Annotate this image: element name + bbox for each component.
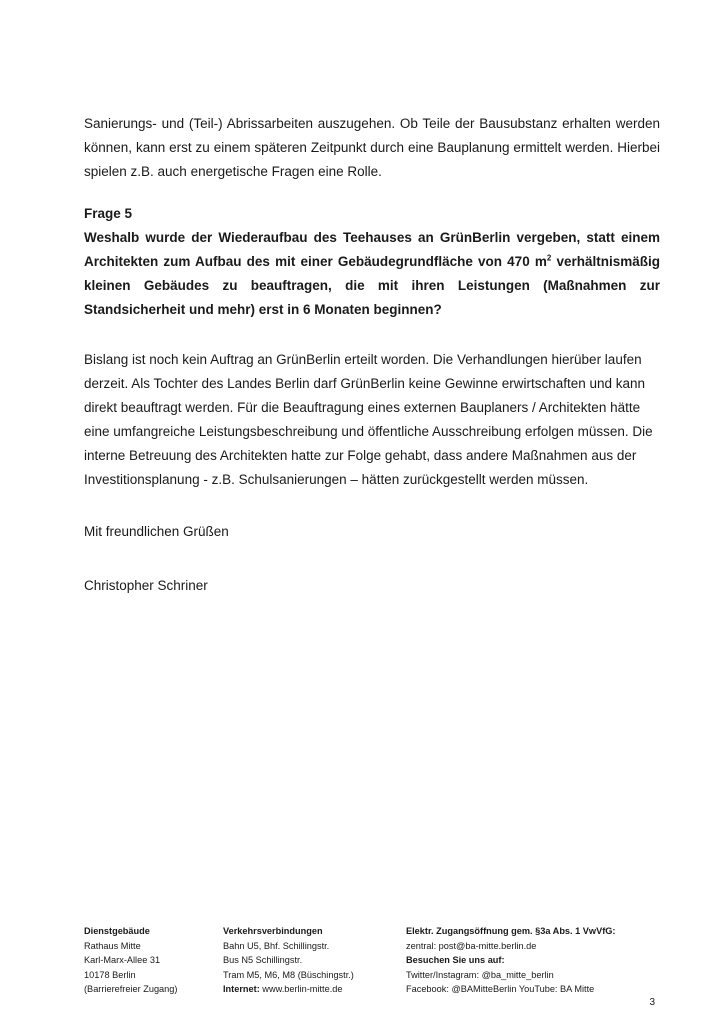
footer-internet-label: Internet: [223, 984, 260, 995]
footer-visit-heading: Besuchen Sie uns auf: [406, 955, 505, 966]
footer-social-line: Facebook: @BAMitteBerlin YouTube: BA Mitte [406, 984, 595, 995]
footer-central-email[interactable]: zentral: post@ba-mitte.berlin.de [406, 940, 537, 951]
footer-social-line: Twitter/Instagram: @ba_mitte_berlin [406, 969, 554, 980]
footer-office-line: Karl-Marx-Allee 31 [84, 955, 161, 966]
footer-transport-column [223, 924, 406, 997]
question-text-part-1: Weshalb wurde der Wiederaufbau des Teehauses an GrünBerlin vergeben, statt einem Architekten zum Aufbau des mit einer Gebäudegrundfläche von 470 m [84, 230, 660, 269]
signature-name: Christopher Schriner [84, 578, 208, 593]
footer-office-line: 10178 Berlin [84, 969, 136, 980]
footer-office-column [84, 924, 223, 997]
footer-transport-line: Tram M5, M6, M8 (Büschingstr.) [223, 969, 354, 980]
footer-internet-line [223, 982, 406, 997]
footer-office-line: Rathaus Mitte [84, 940, 141, 951]
question-label: Frage 5 [84, 206, 133, 221]
footer-internet-link[interactable]: www.berlin-mitte.de [259, 984, 343, 995]
footer-transport-heading: Verkehrsverbindungen [223, 926, 323, 936]
answer-paragraph: Bislang ist noch kein Auftrag an GrünBerlin erteilt worden. Die Verhandlungen hierüber laufen derzeit. Als Tochter des Landes Berlin darf GrünBerlin keine Gewinne erwirtschaften und kann direkt beauftragt werden. Für die Beauftragung eines externen Bauplaners / Architekten hätte eine umfangreiche Leistungsbeschreibung und öffentliche Ausschreibung erfolgen müssen. Die interne Betreuung des Architekten hatte zur Folge gehabt, dass andere Maßnahmen aus der Investitionsplanung - z.B. Schulsanierungen – hätten zurückgestellt werden müssen. [84, 352, 653, 487]
question-text-part-2: verhältnismäßig kleinen Gebäudes zu beauftragen, die mit ihren Leistungen (Maßnahmen zur Standsicherheit und mehr) erst in 6 Monaten beginnen? [84, 254, 660, 317]
letter-footer [84, 924, 660, 997]
footer-transport-line: Bus N5 Schillingstr. [223, 955, 303, 966]
page-number: 3 [649, 997, 655, 1008]
continuation-paragraph: Sanierungs- und (Teil-) Abrissarbeiten auszugehen. Ob Teile der Bausubstanz erhalten werden können, kann erst zu einem späteren Zeitpunkt durch eine Bauplanung ermittelt werden. Hierbei spielen z.B. auch energetische Fragen eine Rolle. [84, 116, 660, 179]
footer-office-line: (Barrierefreier Zugang) [84, 984, 178, 995]
superscript-2: 2 [546, 253, 552, 263]
question-text [84, 226, 660, 322]
footer-office-heading: Dienstgebäude [84, 926, 150, 936]
letter-body [84, 112, 660, 598]
footer-contact-column [406, 924, 660, 997]
closing-salutation: Mit freundlichen Grüßen [84, 524, 229, 539]
footer-transport-line: Bahn U5, Bhf. Schillingstr. [223, 940, 330, 951]
footer-contact-heading: Elektr. Zugangsöffnung gem. §3a Abs. 1 VwVfG: [406, 926, 616, 936]
